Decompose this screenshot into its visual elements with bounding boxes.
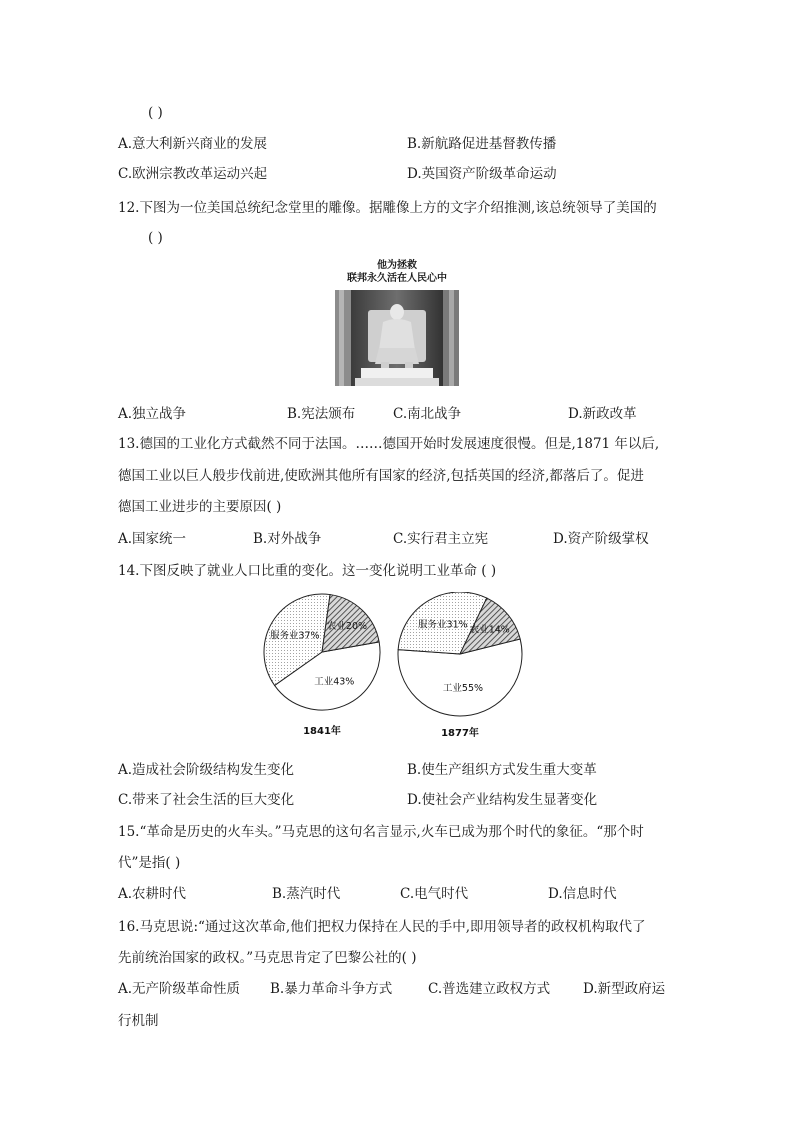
q13-stem-line1: 13.德国的工业化方式截然不同于法国。……德国开始时发展速度很慢。但是,1871 年以后, [118,436,660,452]
pie-label-industry: 工业55% [442,682,484,694]
q12-option-a[interactable]: A.独立战争 [118,406,187,422]
q13-option-d[interactable]: D.资产阶级掌权 [553,531,649,547]
q13-stem-line2: 德国工业以巨人般步伐前进,使欧洲其他所有国家的经济,包括英国的经济,都落后了。促进 [118,468,644,484]
q16-stem-line1: 16.马克思说:“通过这次革命,他们把权力保持在人民的手中,即用领导者的政权机构取代了 [118,919,646,935]
q16-option-d-wrap[interactable]: 行机制 [118,1013,159,1029]
q14-option-c[interactable]: C.带来了社会生活的巨大变化 [118,792,295,808]
pie-label-services: 服务业37% [269,630,320,642]
q13-stem-line3: 德国工业进步的主要原因( ) [118,499,282,515]
q12-option-d[interactable]: D.新政改革 [568,406,637,422]
pie-label-agriculture: 农业20% [326,621,368,633]
q15-option-c[interactable]: C.电气时代 [400,886,469,902]
q12-option-c[interactable]: C.南北战争 [393,406,462,422]
q15-option-d[interactable]: D.信息时代 [548,886,617,902]
pie-title: 1877年 [441,728,479,739]
pie-label-industry: 工业43% [314,676,355,688]
pie-label-services: 服务业31% [418,619,468,631]
q14-option-a[interactable]: A.造成社会阶级结构发生变化 [118,762,295,778]
q15-option-a[interactable]: A.农耕时代 [118,886,187,902]
q14-stem: 14.下图反映了就业人口比重的变化。这一变化说明工业革命 ( ) [118,563,497,579]
pie-label-agriculture: 农业14% [469,624,510,636]
q11-option-c[interactable]: C.欧洲宗教改革运动兴起 [118,166,268,182]
q11-option-a[interactable]: A.意大利新兴商业的发展 [118,136,268,152]
q12-option-b[interactable]: B.宪法颁布 [287,406,356,422]
q11-option-b[interactable]: B.新航路促进基督教传播 [407,136,557,152]
q15-stem-line2: 代”是指( ) [118,855,181,871]
q15-option-b[interactable]: B.蒸汽时代 [272,886,341,902]
q16-option-d[interactable]: D.新型政府运 [583,981,666,997]
q14-option-b[interactable]: B.使生产组织方式发生重大变革 [407,762,597,778]
pie-title: 1841年 [303,726,341,737]
q11-option-d[interactable]: D.英国资产阶级革命运动 [407,166,557,182]
figure-caption-line1: 他为拯救 [377,260,417,271]
q13-option-a[interactable]: A.国家统一 [118,531,187,547]
q14-option-d[interactable]: D.使社会产业结构发生显著变化 [407,792,598,808]
q16-option-a[interactable]: A.无产阶级革命性质 [118,981,241,997]
q11-paren: ( ) [148,105,163,121]
q16-stem-line2: 先前统治国家的政权。”马克思肯定了巴黎公社的( ) [118,950,417,966]
q15-stem-line1: 15.“革命是历史的火车头。”马克思的这句名言显示,火车已成为那个时代的象征。“那个时 [118,824,644,840]
q12-paren: ( ) [148,230,163,246]
pie-1841 [264,594,380,737]
lincoln-memorial-figure [335,258,459,386]
figure-caption-line2: 联邦永久活在人民心中 [347,273,447,284]
q13-option-b[interactable]: B.对外战争 [253,531,322,547]
pie-1877 [398,592,522,739]
employment-pie-charts [262,592,532,742]
q12-stem: 12.下图为一位美国总统纪念堂里的雕像。据雕像上方的文字介绍推测,该总统领导了美国的 [118,200,657,216]
q16-option-b[interactable]: B.暴力革命斗争方式 [270,981,393,997]
lincoln-statue-photo [335,290,459,386]
q13-option-c[interactable]: C.实行君主立宪 [393,531,489,547]
q16-option-c[interactable]: C.普选建立政权方式 [428,981,551,997]
